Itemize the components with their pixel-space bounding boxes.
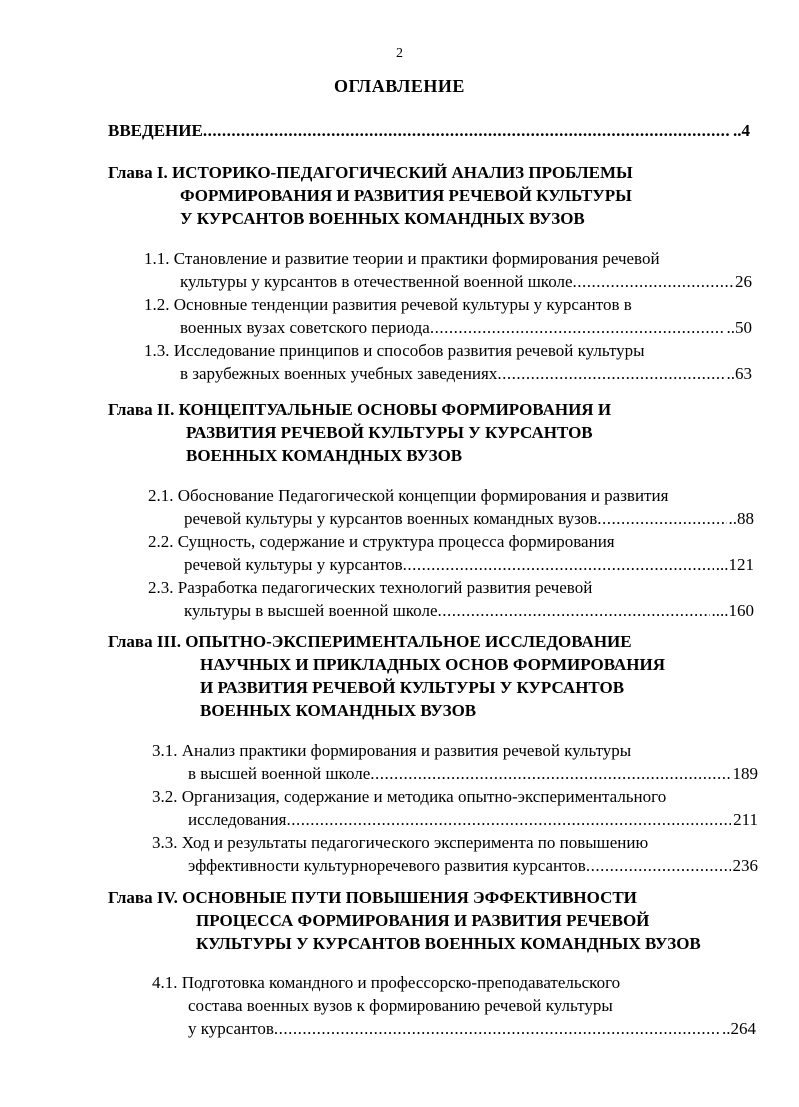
- section-3-3-line-2: эффективности культурноречевого развития курсантов: [188, 856, 586, 875]
- section-1-3-line-2: в зарубежных военных учебных заведениях: [180, 364, 498, 383]
- intro-label: ВВЕДЕНИЕ: [108, 121, 203, 140]
- leader-dots: [597, 507, 726, 530]
- leader-dots: [274, 1017, 720, 1040]
- chapter-3-heading-line-1: Глава III. ОПЫТНО-ЭКСПЕРИМЕНТАЛЬНОЕ ИССЛЕДОВАНИЕ: [108, 632, 632, 651]
- toc-entry-3-2: [188, 808, 758, 831]
- chapter-2-heading-line-1: Глава II. КОНЦЕПТУАЛЬНЫЕ ОСНОВЫ ФОРМИРОВАНИЯ И: [108, 400, 612, 419]
- leader-dots: [403, 553, 714, 576]
- leader-dots: [586, 854, 731, 877]
- toc-entry-1-1: [180, 270, 752, 293]
- chapter-4-heading-line-3: КУЛЬТУРЫ У КУРСАНТОВ ВОЕННЫХ КОМАНДНЫХ ВУЗОВ: [196, 934, 701, 953]
- section-3-2-line-1: 3.2. Организация, содержание и методика опытно-экспериментального: [152, 787, 667, 806]
- section-4-1-line-2: состава военных вузов к формированию речевой культуры: [188, 996, 613, 1015]
- toc-entry-2-1: [184, 507, 754, 530]
- section-2-2-page: ...121: [715, 555, 754, 574]
- leader-dots: [370, 762, 730, 785]
- leader-dots: [438, 599, 710, 622]
- section-2-1-line-2: речевой культуры у курсантов военных командных вузов: [184, 509, 598, 528]
- section-3-1-line-1: 3.1. Анализ практики формирования и развития речевой культуры: [152, 741, 632, 760]
- section-2-2-line-2: речевой культуры у курсантов: [184, 555, 403, 574]
- section-2-3-line-2: культуры в высшей военной школе: [184, 601, 438, 620]
- chapter-3-heading-line-4: ВОЕННЫХ КОМАНДНЫХ ВУЗОВ: [200, 701, 477, 720]
- section-4-1-line-3: у курсантов: [188, 1019, 274, 1038]
- chapter-4-heading-line-1: Глава IV. ОСНОВНЫЕ ПУТИ ПОВЫШЕНИЯ ЭФФЕКТИВНОСТИ: [108, 888, 637, 907]
- section-3-3-page: 236: [732, 856, 758, 875]
- section-3-1-page: 189: [732, 764, 758, 783]
- toc-entry-1-2: [180, 316, 752, 339]
- toc-entry-2-3: [184, 599, 754, 622]
- section-3-2-page: 211: [733, 810, 758, 829]
- section-1-3-line-1: 1.3. Исследование принципов и способов развития речевой культуры: [144, 341, 645, 360]
- section-1-1-line-1: 1.1. Становление и развитие теории и практики формирования речевой: [144, 249, 660, 268]
- toc-entry-1-3: [180, 362, 752, 385]
- toc-entry-intro: [108, 119, 750, 142]
- page-number: 2: [396, 46, 403, 61]
- section-3-2-line-2: исследования: [188, 810, 287, 829]
- chapter-2-heading-line-3: ВОЕННЫХ КОМАНДНЫХ ВУЗОВ: [186, 446, 463, 465]
- leader-dots: [287, 808, 732, 831]
- leader-dots: [573, 270, 734, 293]
- chapter-1-heading-line-1: Глава I. ИСТОРИКО-ПЕДАГОГИЧЕСКИЙ АНАЛИЗ ПРОБЛЕМЫ: [108, 163, 633, 182]
- chapter-1-heading-line-3: У КУРСАНТОВ ВОЕННЫХ КОМАНДНЫХ ВУЗОВ: [180, 209, 585, 228]
- section-2-2-line-1: 2.2. Сущность, содержание и структура процесса формирования: [148, 532, 615, 551]
- toc-entry-2-2: [184, 553, 754, 576]
- leader-dots: [203, 119, 731, 142]
- section-1-2-line-2: военных вузах советского периода: [180, 318, 430, 337]
- leader-dots: [430, 316, 725, 339]
- section-2-3-line-1: 2.3. Разработка педагогических технологий развития речевой: [148, 578, 593, 597]
- intro-page: ..4: [733, 121, 750, 140]
- section-2-3-page: ....160: [711, 601, 754, 620]
- section-2-1-page: ..88: [728, 509, 754, 528]
- section-3-1-line-2: в высшей военной школе: [188, 764, 371, 783]
- section-4-1-page: ..264: [722, 1019, 756, 1038]
- section-1-2-page: ..50: [726, 318, 752, 337]
- chapter-3-heading-line-2: НАУЧНЫХ И ПРИКЛАДНЫХ ОСНОВ ФОРМИРОВАНИЯ: [200, 655, 665, 674]
- section-2-1-line-1: 2.1. Обоснование Педагогической концепции формирования и развития: [148, 486, 669, 505]
- toc-title: ОГЛАВЛЕНИЕ: [334, 76, 465, 96]
- section-3-3-line-1: 3.3. Ход и результаты педагогического эксперимента по повышению: [152, 833, 649, 852]
- section-1-1-line-2: культуры у курсантов в отечественной военной школе: [180, 272, 573, 291]
- section-4-1-line-1: 4.1. Подготовка командного и профессорско-преподавательского: [152, 973, 621, 992]
- toc-entry-4-1: [188, 1017, 756, 1040]
- toc-entry-3-3: [188, 854, 758, 877]
- chapter-3-heading-line-3: И РАЗВИТИЯ РЕЧЕВОЙ КУЛЬТУРЫ У КУРСАНТОВ: [200, 678, 625, 697]
- section-1-1-page: 26: [735, 272, 752, 291]
- toc-entry-3-1: [188, 762, 758, 785]
- chapter-1-heading-line-2: ФОРМИРОВАНИЯ И РАЗВИТИЯ РЕЧЕВОЙ КУЛЬТУРЫ: [180, 186, 632, 205]
- chapter-4-heading-line-2: ПРОЦЕССА ФОРМИРОВАНИЯ И РАЗВИТИЯ РЕЧЕВОЙ: [196, 911, 650, 930]
- section-1-2-line-1: 1.2. Основные тенденции развития речевой культуры у курсантов в: [144, 295, 632, 314]
- leader-dots: [497, 362, 724, 385]
- section-1-3-page: ..63: [726, 364, 752, 383]
- chapter-2-heading-line-2: РАЗВИТИЯ РЕЧЕВОЙ КУЛЬТУРЫ У КУРСАНТОВ: [186, 423, 593, 442]
